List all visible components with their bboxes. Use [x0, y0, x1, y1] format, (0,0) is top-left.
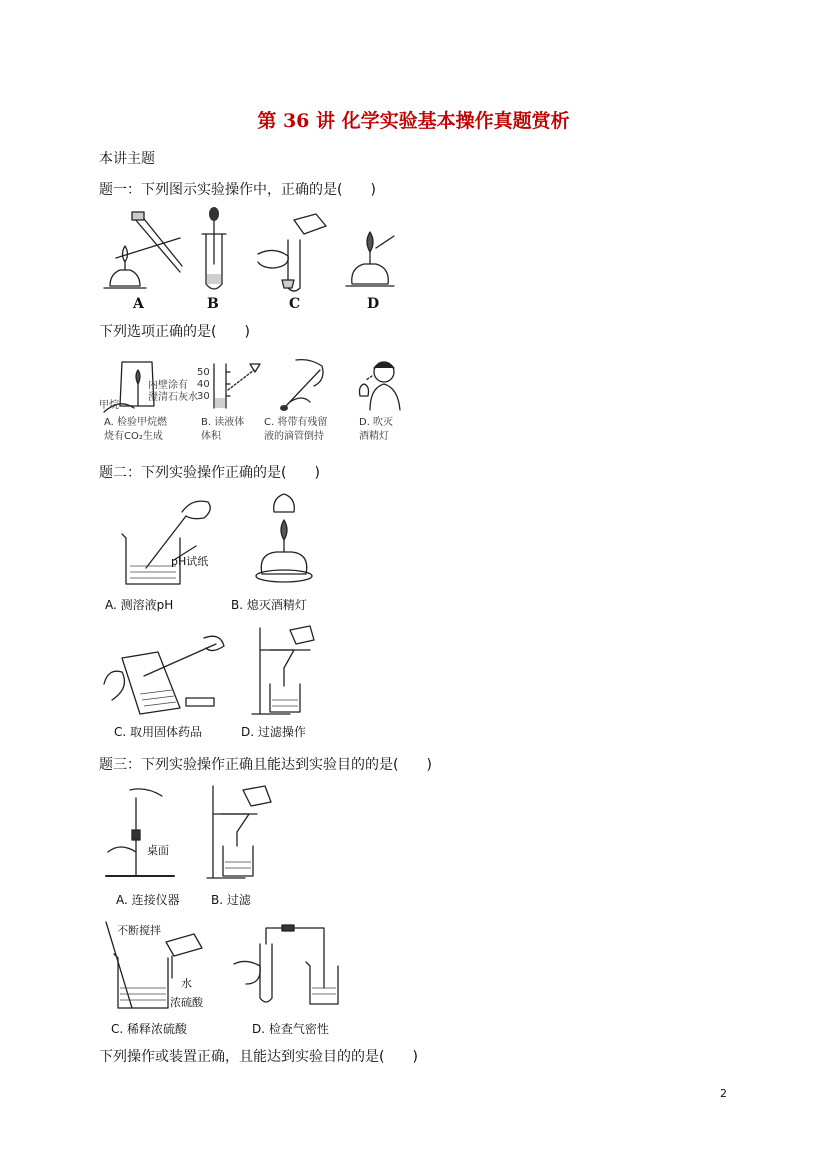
- page-title: 第 36 讲 化学实验基本操作真题赏析: [257, 110, 570, 132]
- q1-figure-d: [340, 228, 400, 294]
- q2-figure-b: [248, 490, 318, 586]
- q1-sub-b-tick-50: 50: [197, 367, 210, 378]
- q3-prompt: 题三：下列实验操作正确且能达到实验目的的是( ): [99, 757, 432, 773]
- q2-option-d: D. 过滤操作: [241, 725, 306, 739]
- q1-sub-a-side: 甲烷: [99, 400, 119, 411]
- q3-figure-a: [106, 786, 176, 882]
- q3-option-b: B. 过滤: [211, 893, 251, 907]
- q3-stir-label: 不断搅拌: [117, 924, 161, 937]
- q3-water-label: 水: [181, 977, 192, 990]
- q3-option-d: D. 检查气密性: [252, 1022, 329, 1036]
- q1-sub-b-tick-40: 40: [197, 379, 210, 390]
- q1-sub-b-line2: 体积: [201, 431, 221, 442]
- q1-sub-figure-d: [354, 356, 410, 412]
- q1-sub-b-tick-30: 30: [197, 391, 210, 402]
- q1-sub-figure-c: [266, 356, 332, 412]
- q2-prompt: 题二：下列实验操作正确的是( ): [99, 465, 320, 481]
- q1-sub-d-line2: 酒精灯: [359, 431, 389, 442]
- q1-figure-b: [198, 204, 238, 296]
- q1-sub-a-line2: 烧有CO₂生成: [104, 431, 163, 442]
- q3-figure-d: [230, 918, 342, 1012]
- q1-sub-a-note1: 内壁涂有: [148, 380, 188, 391]
- q3-figure-b: [205, 784, 281, 882]
- q3-option-a: A. 连接仪器: [116, 893, 180, 907]
- q1-option-b-label: B: [207, 296, 219, 312]
- section-heading: 本讲主题: [99, 151, 155, 167]
- q3-acid-label: 浓硫酸: [170, 996, 203, 1009]
- q2-option-a: A. 测溶液pH: [105, 598, 174, 612]
- q4-prompt: 下列操作或装置正确，且能达到实验目的的是( ): [99, 1049, 418, 1065]
- q1-sub-a-line1: A. 检验甲烷燃: [104, 417, 168, 428]
- q1-option-c-label: C: [289, 296, 301, 312]
- q3-desk-label: 桌面: [147, 844, 169, 857]
- q1-prompt: 题一：下列图示实验操作中，正确的是( ): [99, 182, 376, 198]
- q2-option-b: B. 熄灭酒精灯: [231, 598, 307, 612]
- q1-figure-a: [96, 208, 186, 298]
- q1-sub-a-note2: 澄清石灰水: [148, 392, 198, 403]
- q1-sub-c-line2: 液的滴管倒持: [264, 431, 324, 442]
- q2-figure-c: [100, 628, 230, 720]
- q1-sub-d-line1: D. 吹灭: [359, 417, 394, 428]
- q3-option-c: C. 稀释浓硫酸: [111, 1022, 188, 1036]
- q2-figure-d: [250, 626, 340, 720]
- page-number: 2: [720, 1087, 727, 1100]
- q1-option-d-label: D: [367, 296, 380, 312]
- q1-sub-prompt: 下列选项正确的是( ): [99, 324, 250, 340]
- q2-option-c: C. 取用固体药品: [114, 725, 203, 739]
- q1-sub-c-line1: C. 将带有残留: [264, 417, 328, 428]
- q1-figure-c: [254, 210, 334, 296]
- q1-option-a-label: A: [133, 296, 144, 312]
- q2-figure-a: [116, 494, 226, 590]
- q1-sub-b-line1: B. 读液体: [201, 417, 245, 428]
- q2-ph-paper-label: pH试纸: [171, 555, 209, 568]
